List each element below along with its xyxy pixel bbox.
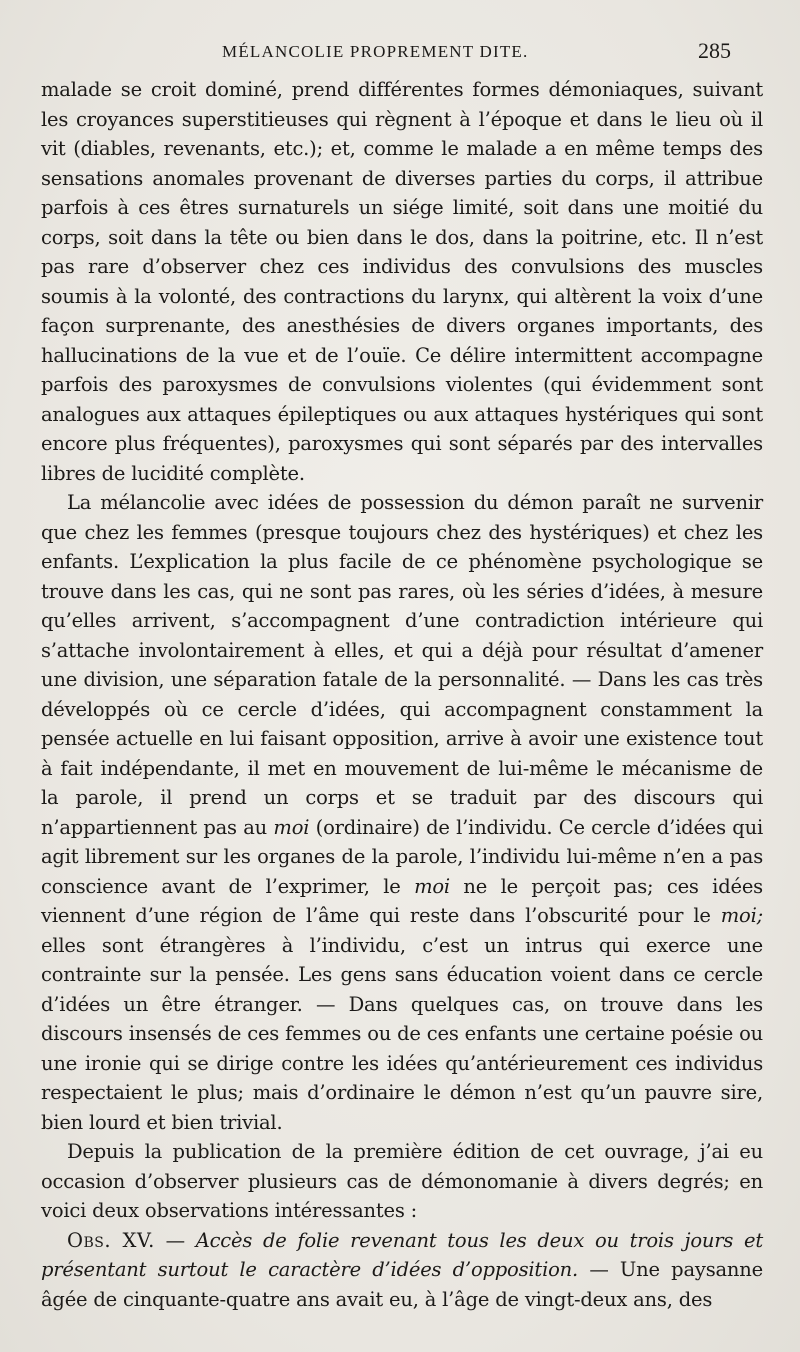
italic-moi: moi	[414, 874, 450, 898]
paragraph-text: Depuis la publication de la première édition de cet ouvrage, j’ai eu occasion d’observer plusieurs cas de démonomanie à divers degrés; en voici deux observations intéressantes :	[41, 1140, 763, 1222]
observation-xv	[41, 1226, 763, 1315]
italic-moi: moi;	[720, 904, 763, 927]
observation-dash: —	[154, 1228, 196, 1252]
paragraph-text: malade se croit dominé, prend différentes formes démoniaques, suivant les croyances superstitieuses qui règnent à l’époque et dans le lieu où il vit (diables, revenants, etc.); et, comme le malade a en même temps des sensations anomales provenant de diverses parties du corps, il attribue parfois à ces êtres surnaturels un siége limité, soit dans une moitié du corps, soit dans la tête ou bien dans le dos, dans la poitrine, etc. Il n’est pas rare d’observer chez ces individus des convulsions des muscles soumis à la volonté, des contractions du larynx, qui altèrent la voix d’une façon surprenante, des anesthésies de divers organes importants, des hallucinations de la vue et de l’ouïe. Ce délire intermittent accompagne parfois des paroxysmes de convulsions violentes (qui évidemment sont analogues aux attaques épileptiques ou aux attaques hystériques qui sont encore plus fréquentes), paroxysmes qui sont séparés par des intervalles libres de lucidité complète.	[41, 78, 763, 485]
paragraph-publication	[41, 1137, 763, 1226]
paragraph-text-part: ne le perçoit pas; ces idées viennent d’une région de l’âme qui reste dans l’obscurité pour le	[41, 874, 763, 927]
running-title: MÉLANCOLIE PROPREMENT DITE.	[222, 42, 529, 61]
page-number: 285	[698, 38, 731, 63]
paragraph-text-part: elles sont étrangères à l’individu, c’est un intrus qui exerce une contrainte sur la pensée. Les gens sans éducation voient dans ce cercle d’idées un être étranger. — Dans quelques cas, on trouve dans les discours insensés de ces femmes ou de ces enfants une certaine poésie ou une ironie qui se dirige contre les idées qu’antérieurement ces individus respectaient le plus; mais d’ordinaire le démon n’est qu’un pauvre sire, bien lourd et bien trivial.	[41, 933, 763, 1134]
italic-moi: moi	[273, 815, 310, 839]
observation-title: Accès de folie revenant tous les deux ou trois jours et présentant surtout le caractère d’idées d’opposition.	[41, 1228, 763, 1281]
paragraph-continuation	[41, 75, 763, 488]
running-head	[0, 38, 800, 68]
paragraph-text-part: La mélancolie avec idées de possession du démon paraît ne survenir que chez les femmes (presque toujours chez des hystériques) et chez les enfants. L’explication la plus facile de ce phénomène psychologique se trouve dans les cas, qui ne sont pas rares, où les séries d’idées, à mesure qu’elles arrivent, s’accompagnent d’une contradiction intérieure qui s’attache involontairement à elles, et qui a déjà pour résultat d’amener une division, une séparation fatale de la personnalité. — Dans les cas très développés où ce cercle d’idées, qui accompagnent constamment la pensée actuelle en lui faisant opposition, arrive à avoir une existence tout à fait indépendante, il met en mouvement de lui-même le mécanisme de la parole, il prend un corps et se traduit par des discours qui n’appartiennent pas au	[41, 491, 763, 839]
text-body	[41, 75, 763, 1314]
observation-label: Obs. XV.	[67, 1228, 155, 1252]
observation-text: — Une paysanne âgée de cinquante-quatre ans avait eu, à l’âge de vingt-deux ans, des	[41, 1258, 763, 1311]
paragraph-text-part: (ordinaire) de l’individu. Ce cercle d’idées qui agit librement sur les organes de la parole, l’individu lui-même n’en a pas conscience avant de l’exprimer, le	[41, 815, 763, 898]
paragraph-possession	[41, 488, 763, 1137]
